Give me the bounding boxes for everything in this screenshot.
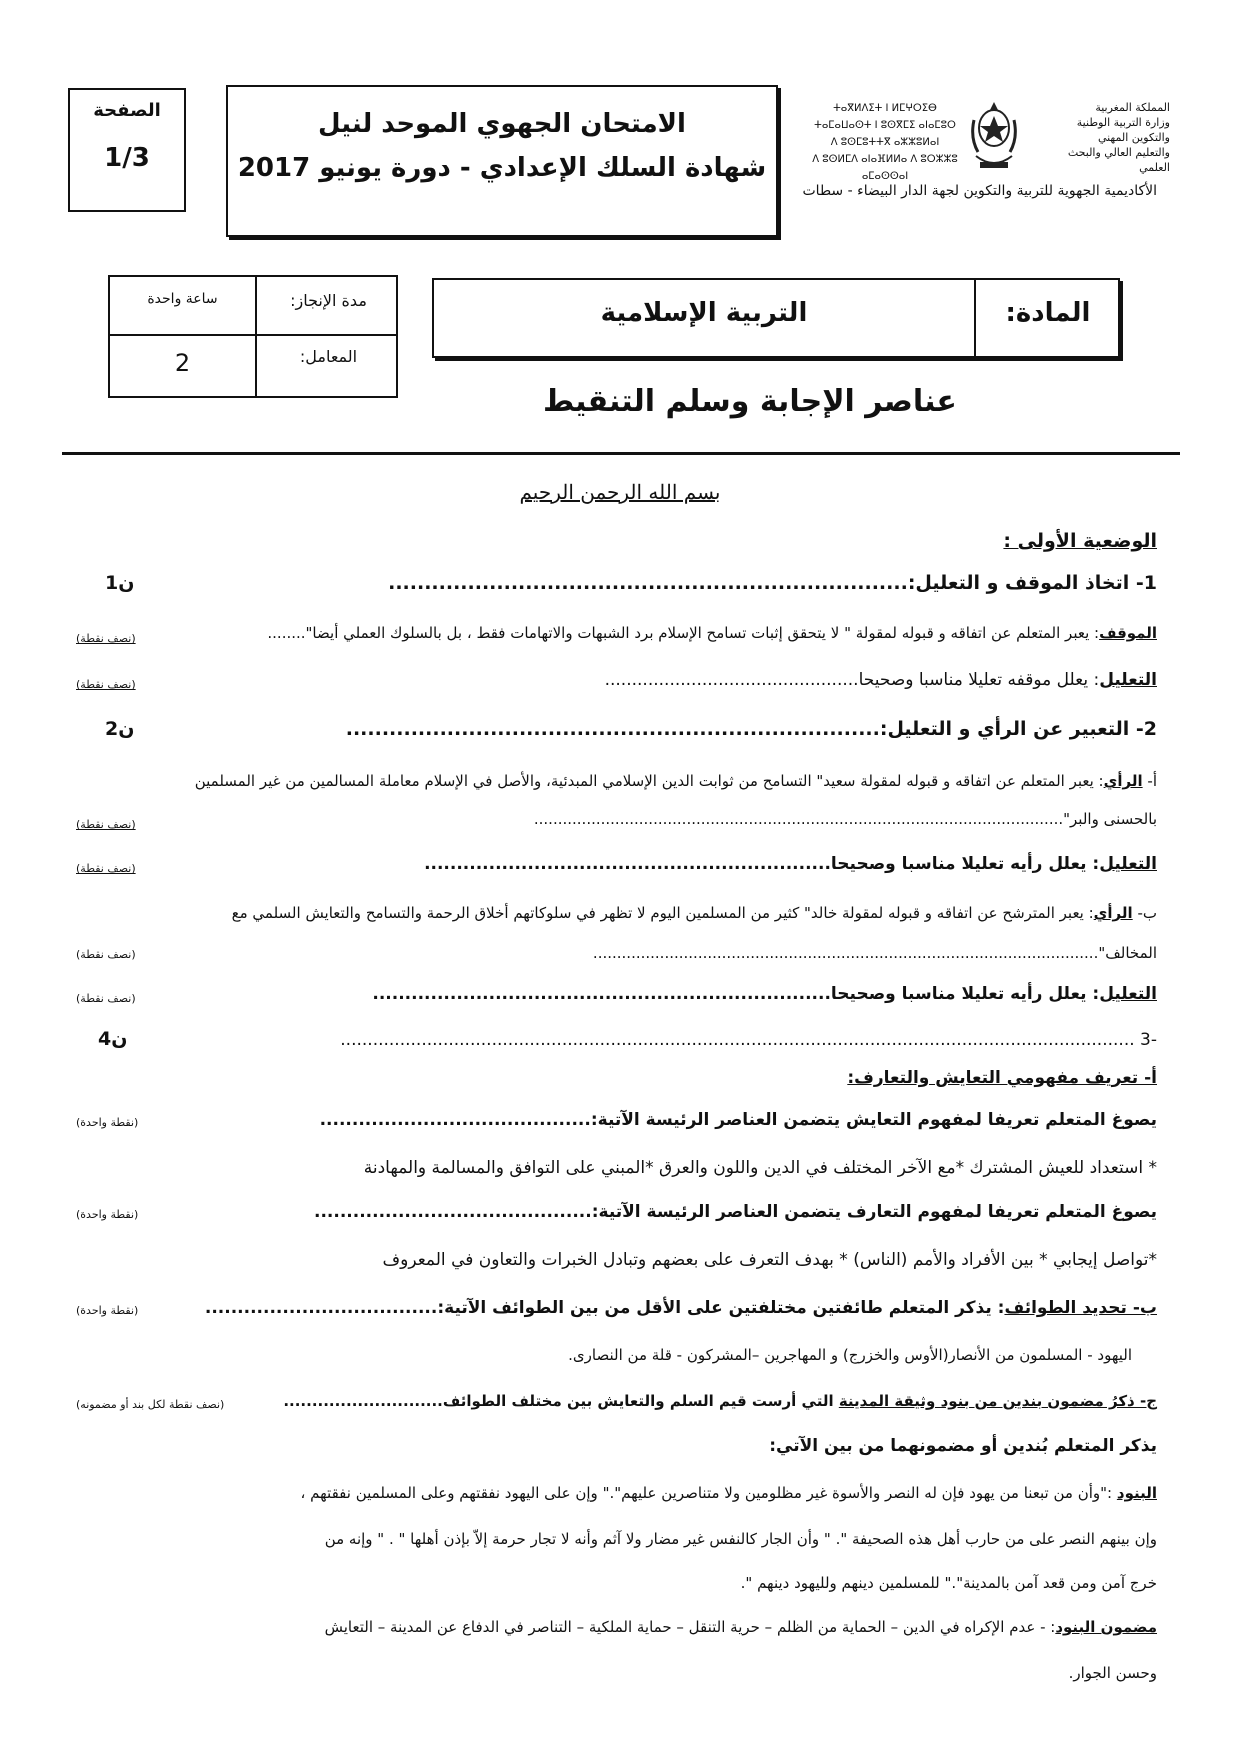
duration-coef-grid [108,275,398,398]
tifinagh-line: ⵜⴰⵎⴰⵡⴰⵙⵜ ⵏ ⵓⵙⴳⵎⵉ ⴰⵏⴰⵎⵓⵔ [814,120,956,131]
subject-value: التربية الإسلامية [600,298,808,328]
q3b-title: ب- تحديد الطوائف [1004,1298,1157,1318]
divider [62,452,1180,455]
reason-text: : يعلل موقفه تعليلا مناسبا وصحيحا............................................... [604,670,1100,690]
subject-label: المادة: [1005,298,1091,328]
q3b-text: : يذكر المتعلم طائفتين مختلفتين على الأقل من بين الطوائف الآتية:.................................... [204,1298,1005,1318]
duration-value: ساعة واحدة [147,291,218,307]
ministry-line: والتعليم العالي والبحث العلمي [1067,146,1170,174]
page-label: الصفحة [93,100,161,121]
coef-label: المعامل: [299,347,358,366]
q2b-opinion [75,904,1157,922]
duration-label: مدة الإنجاز: [290,291,367,310]
reason-label: التعليل [1099,670,1157,690]
articles-text1: :"وأن من تبعنا من يهود فإن له النصر والأسوة غير مظلومين ولا متناصرين عليهم"." وإن على اليهود نفقتهم وعلى المسلمين نفقتهم ، [300,1484,1117,1502]
page-number: 1/3 [104,143,150,173]
situation-1-title: الوضعية الأولى : [1003,530,1157,552]
half-point-badge: (نصف نقطة) [76,632,136,645]
half-point-badge: (نصف نقطة) [76,992,136,1005]
academy-name: الأكاديمية الجهوية للتربية والتكوين لجهة الدار البيضاء - سطات [802,183,1157,199]
tifinagh-block [800,100,970,185]
ministry-line: وزارة التربية الوطنية [1076,116,1170,129]
page-number-box [68,88,186,212]
question-1-points: 1ن [105,572,135,594]
reason-text: : يعلل رأيه تعليلا مناسبا وصحيحا....................................................................... [372,984,1100,1004]
q2a-text1: : يعبر المتعلم عن اتفاقه و قبوله لمقولة سعيد" التسامح من ثوابت الدين الإسلامي المبدئية، والأصل في الإسلام معاملة المسالمين من غير المسلمين [194,772,1104,790]
q3a-coexist: يصوغ المتعلم تعريفا لمفهوم التعايش يتضمن العناصر الرئيسة الآتية:.......................................... [319,1110,1157,1130]
q3a-acquaint-items: *تواصل إيجابي * بين الأفراد والأمم (الناس) * بهدف التعرف على بعضهم وتبادل الخبرات والتعاون في المعروف [382,1250,1157,1270]
reason-text: : يعلل رأيه تعليلا مناسبا وصحيحا............................................................... [424,854,1100,874]
ministry-block [1040,100,1170,175]
question-2-label: 2- التعبير عن الرأي و التعليل: [879,718,1157,740]
q3a-acquaint: يصوغ المتعلم تعريفا لمفهوم التعارف يتضمن العناصر الرئيسة الآتية:........................................... [314,1202,1157,1222]
q2a-opinion [75,772,1157,790]
articles-label: البنود [1116,1484,1157,1502]
one-point-badge: (نقطة واحدة) [76,1304,139,1317]
content-line2: وحسن الجوار. [1068,1664,1157,1682]
reason-label: التعليل [1099,984,1157,1004]
q1-reason [75,670,1157,690]
coef-value: 2 [174,349,191,377]
ministry-line: المملكة المغربية [1095,101,1170,114]
articles-line1 [75,1484,1157,1502]
tifinagh-line: ⴷ ⵓⵙⵎⵓⵜⵜⴳ ⴰⵣⵣⵓⵍⴰⵏ [830,137,940,148]
q3c [75,1392,1157,1410]
q2a-opinion-cont: بالحسنى والبر"............................................................................................................... [533,810,1157,828]
stance-text: : يعبر المتعلم عن اتفاقه و قبوله لمقولة " لا يتحقق إثبات تسامح الإسلام برد الشبهات والاتهامات فقط ، بل بالسلوك العملي أيضا"........ [267,624,1100,642]
half-point-badge: (نصف نقطة) [76,678,136,691]
tifinagh-line: ⴷ ⵓⵙⵍⵎⴷ ⴰⵏⴰⴼⵍⵍⴰ ⴷ ⵓⵔⵣⵣⵓ ⴰⵎⴰⵙⵙⴰⵏ [812,154,958,182]
moroccan-emblem-icon [968,98,1020,176]
content-line1 [75,1618,1157,1636]
question-3-title: -3 ................................................................................................................................................... [340,1030,1157,1050]
content-text1: : - عدم الإكراه في الدين – الحماية من الظلم – حرية التنقل – حماية الملكية – التناصر في الدفاع عن المدينة – التعايش [324,1618,1056,1636]
q2b-reason [75,984,1157,1004]
tifinagh-line: ⵜⴰⴳⵍⴷⵉⵜ ⵏ ⵍⵎⵖⵔⵉⴱ [833,103,937,114]
question-2-title: 2- التعبير عن الرأي و التعليل:.......................................................................... [345,718,1157,740]
ministry-line: والتكوين المهني [1097,131,1170,144]
stance-label: الموقف [1099,624,1157,642]
exam-title-box [226,85,778,237]
basmala: بسم الله الرحمن الرحيم [519,480,721,504]
q3a-title: أ- تعريف مفهومي التعايش والتعارف: [847,1068,1157,1088]
q3b-items: اليهود - المسلمون من الأنصار(الأوس والخزرج) و المهاجرين –المشركون - قلة من النصارى. [568,1346,1132,1364]
question-3-num: -3 [1140,1030,1157,1050]
opinion-label: الرأي [1103,772,1143,790]
articles-line2: وإن بينهم النصر على من حارب أهل هذه الصحيفة ". " وأن الجار كالنفس غير مضار ولا آثم وأنه لا تجار حرمة إلاّ بإذن أهلها " . " وإنه من [324,1530,1157,1548]
q2a-reason [75,854,1157,874]
q3c-points-badge: (نصف نقطة لكل بند أو مضمونه) [76,1398,225,1411]
exam-title-line1: الامتحان الجهوي الموحد لنيل [318,109,686,139]
question-1-label: 1- اتخاذ الموقف و التعليل: [907,572,1157,594]
q3c-title: ج- ذكرُ مضمون بندين من بنود وثيقة المدينة [838,1392,1157,1410]
subject-box [432,278,1120,358]
q3c-intro: يذكر المتعلم بُندين أو مضمونهما من بين الآتي: [769,1436,1157,1456]
q3c-text: التي أرست قيم السلم والتعايش بين مختلف الطوائف............................ [283,1392,839,1410]
answer-key-subtitle: عناصر الإجابة وسلم التنقيط [543,384,957,419]
articles-line3: خرج آمن ومن قعد آمن بالمدينة"." للمسلمين دينهم ولليهود دينهم ". [740,1574,1157,1592]
q3b [75,1298,1157,1318]
opinion-label: الرأي [1093,904,1133,922]
one-point-badge: (نقطة واحدة) [76,1116,139,1129]
q1-stance [75,624,1157,642]
half-point-badge: (نصف نقطة) [76,818,136,831]
q2b-prefix: ب- [1137,904,1157,922]
q2a-prefix: أ- [1147,772,1157,790]
content-label: مضمون البنود [1055,1618,1157,1636]
q2b-text1: : يعبر المترشح عن اتفاقه و قبوله لمقولة خالد" كثير من المسلمين اليوم لا تظهر في سلوكاتهم أخلاق الرحمة والتسامح والتعايش السلمي مع [231,904,1094,922]
reason-label: التعليل [1099,854,1157,874]
exam-title-line2: شهادة السلك الإعدادي - دورة يونيو 2017 [237,153,767,183]
question-1-title: 1- اتخاذ الموقف و التعليل:........................................................................ [388,572,1157,594]
question-2-points: 2ن [105,718,135,740]
question-3-points: 4ن [98,1028,128,1050]
q2b-opinion-cont: المخالف".......................................................................................................... [592,944,1157,962]
half-point-badge: (نصف نقطة) [76,862,136,875]
one-point-badge: (نقطة واحدة) [76,1208,139,1221]
half-point-badge: (نصف نقطة) [76,948,136,961]
q3a-coexist-items: * استعداد للعيش المشترك *مع الآخر المختلف في الدين واللون والعرق *المبني على التوافق والمسالمة والمهادنة [363,1158,1157,1178]
